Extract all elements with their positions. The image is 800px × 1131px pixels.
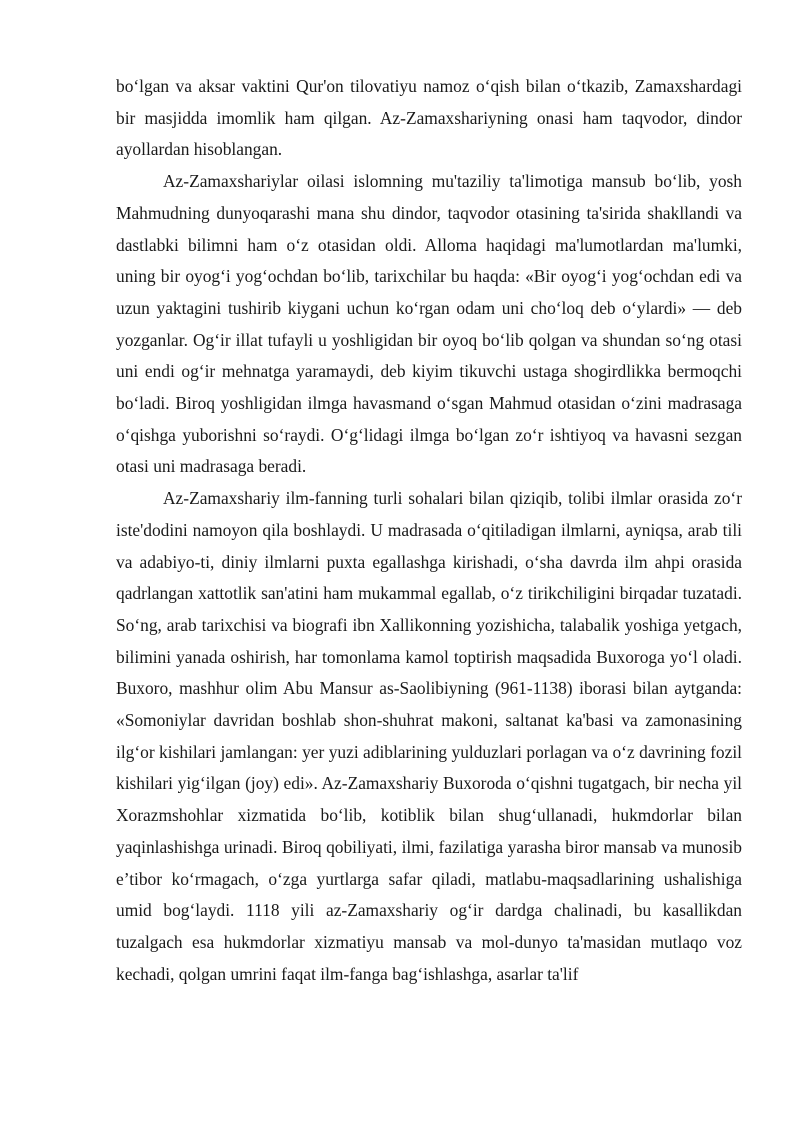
paragraph-2: Az-Zamaxshariylar oilasi islomning mu'taziliy ta'limotiga mansub bo‘lib, yosh Mahmudning dunyoqarashi mana shu dindor, taqvodor otasining ta'sirida shakllandi va dastlabki bilimni ham o‘z otasidan oldi. Alloma haqidagi ma'lumotlardan ma'lumki, uning bir oyog‘i yog‘ochdan bo‘lib, tarixchilar bu haqda: «Bir oyog‘i yog‘ochdan edi va uzun yaktagini tushirib kiygani uchun ko‘rgan odam uni cho‘loq deb o‘ylardi» — deb yozganlar. Og‘ir illat tufayli u yoshligidan bir oyoq bo‘lib qolgan va shundan so‘ng otasi uni endi og‘ir mehnatga yaramaydi, deb kiyim tikuvchi ustaga shogirdlikka bermoqchi bo‘ladi. Biroq yoshligidan ilmga havasmand o‘sgan Mahmud otasidan o‘zini madrasaga o‘qishga yuborishni so‘raydi. O‘g‘lidagi ilmga bo‘lgan zo‘r ishtiyoq va havasni sezgan otasi uni madrasaga beradi.	[116, 171, 742, 477]
paragraph-1: bo‘lgan va aksar vaktini Qur'on tilovatiyu namoz o‘qish bilan o‘tkazib, Zamaxshardagi bir masjidda imomlik ham qilgan. Az-Zamaxshariyning onasi ham taqvodor, dindor ayollardan hisoblangan.	[116, 76, 742, 160]
paragraph-3: Az-Zamaxshariy ilm-fanning turli sohalari bilan qiziqib, tolibi ilmlar orasida zo‘r iste'dodini namoyon qila boshlaydi. U madrasada o‘qitiladigan ilmlarni, ayniqsa, arab tili va adabiyo-ti, diniy ilmlarni puxta egallashga kirishadi, o‘sha davrda ilm ahpi orasida qadrlangan xattotlik san'atini ham mukammal egallab, o‘z tirikchiligini birqadar tuzatadi. So‘ng, arab tarixchisi va biografi ibn Xallikonning yozishicha, talabalik yoshiga yetgach, bilimini yanada oshirish, har tomonlama kamol toptirish maqsadida Buxoroga yo‘l oladi. Buxoro, mashhur olim Abu Mansur as-Saolibiyning (961-1138) iborasi bilan aytganda: «Somoniylar davridan boshlab shon-shuhrat makoni, saltanat ka'basi va zamonasining ilg‘or kishilari jamlangan: yer yuzi adiblarining yulduzlari porlagan va o‘z davrining fozil kishilari yig‘ilgan (joy) edi». Az-Zamaxshariy Buxoroda o‘qishni tugatgach, bir necha yil Xorazmshohlar xizmatida bo‘lib, kotiblik bilan shug‘ullanadi, hukmdorlar bilan yaqinlashishga urinadi. Biroq qobiliyati, ilmi, fazilatiga yarasha biror mansab va munosib e’tibor ko‘rmagach, o‘zga yurtlarga safar qiladi, matlabu-maqsadlarining ushalishiga umid bog‘laydi. 1118 yili az-Zamaxshariy og‘ir dardga chalinadi, bu kasallikdan tuzalgach esa hukmdorlar xizmatiyu mansab va mol-dunyo ta'masidan mutlaqo voz kechadi, qolgan umrini faqat ilm-fanga bag‘ishlashga, asarlar ta'lif	[116, 488, 742, 984]
body-text	[116, 71, 742, 990]
